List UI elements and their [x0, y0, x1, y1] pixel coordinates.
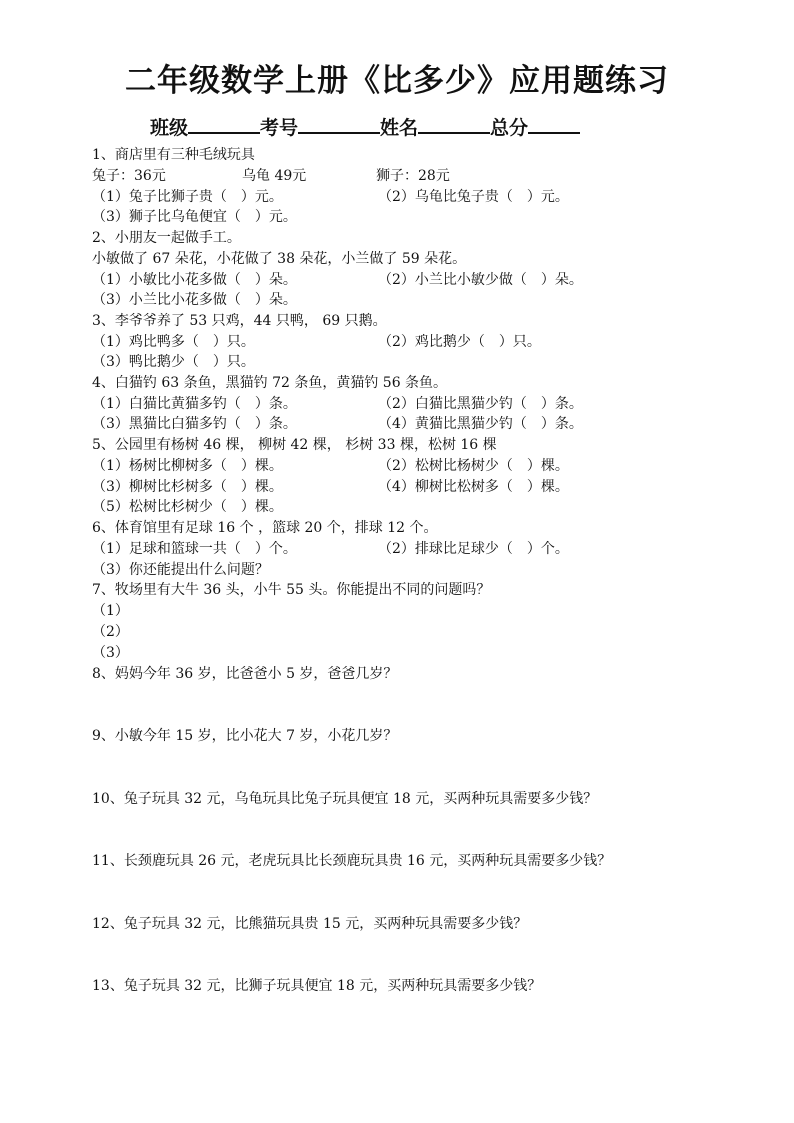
question-6-sub-1: （1）足球和篮球一共（ ）个。	[92, 541, 297, 557]
question-3-stem: 3、李爷爷养了 53 只鸡，44 只鸭， 69 只鹅。	[92, 313, 387, 329]
question-1-sub-2: （2）乌龟比兔子贵（ ）元。	[378, 189, 569, 205]
question-10: 10、兔子玩具 32 元，乌龟玩具比兔子玩具便宜 18 元，买两种玩具需要多少钱？	[92, 791, 598, 807]
question-3-sub-3: （3）鸭比鹅少（ ）只。	[92, 354, 255, 370]
question-3-sub-1: （1）鸡比鸭多（ ）只。	[92, 334, 255, 350]
price-turtle: 乌龟 49元	[242, 168, 307, 184]
question-6-stem: 6、体育馆里有足球 16 个 ，篮球 20 个，排球 12 个。	[92, 520, 438, 536]
price-lion: 狮子：28元	[376, 168, 450, 184]
question-4-sub-3: （3）黑猫比白猫多钓（ ）条。	[92, 416, 297, 432]
question-13: 13、兔子玩具 32 元，比狮子玩具便宜 18 元，买两种玩具需要多少钱？	[92, 978, 542, 994]
question-2-sub-2: （2）小兰比小敏少做（ ）朵。	[378, 272, 583, 288]
question-5-stem: 5、公园里有杨树 46 棵， 柳树 42 棵， 杉树 33 棵，松树 16 棵	[92, 437, 497, 453]
score-blank[interactable]	[528, 112, 580, 134]
question-5-sub-3: （3）柳树比杉树多（ ）棵。	[92, 479, 283, 495]
page-title: 二年级数学上册《比多少》应用题练习	[125, 63, 669, 99]
question-9: 9、小敏今年 15 岁，比小花大 7 岁，小花几岁？	[92, 728, 398, 744]
exam-no-label: 考号	[260, 117, 299, 139]
score-label: 总分	[490, 117, 529, 139]
question-4-sub-1: （1）白猫比黄猫多钓（ ）条。	[92, 396, 297, 412]
question-2-detail: 小敏做了 67 朵花，小花做了 38 朵花，小兰做了 59 朵花。	[92, 251, 467, 267]
name-blank[interactable]	[418, 112, 490, 134]
class-blank[interactable]	[188, 112, 260, 134]
question-7-stem: 7、牧场里有大牛 36 头，小牛 55 头。你能提出不同的问题吗？	[92, 582, 491, 598]
question-1-sub-1: （1）兔子比狮子贵（ ）元。	[92, 189, 283, 205]
question-2-sub-1: （1）小敏比小花多做（ ）朵。	[92, 272, 297, 288]
question-4-stem: 4、白猫钓 63 条鱼，黑猫钓 72 条鱼，黄猫钓 56 条鱼。	[92, 375, 448, 391]
question-5-sub-2: （2）松树比杨树少（ ）棵。	[378, 458, 569, 474]
question-4-sub-2: （2）白猫比黑猫少钓（ ）条。	[378, 396, 583, 412]
question-8: 8、妈妈今年 36 岁，比爸爸小 5 岁，爸爸几岁？	[92, 666, 398, 682]
question-3-sub-2: （2）鸡比鹅少（ ）只。	[378, 334, 541, 350]
question-2-sub-3: （3）小兰比小花多做（ ）朵。	[92, 292, 297, 308]
name-label: 姓名	[380, 117, 419, 139]
question-2-stem: 2、小朋友一起做手工。	[92, 230, 241, 246]
exam-no-blank[interactable]	[298, 112, 380, 134]
question-7-sub-2: （2）	[92, 624, 129, 640]
question-5-sub-4: （4）柳树比松树多（ ）棵。	[378, 479, 569, 495]
question-7-sub-3: （3）	[92, 645, 129, 661]
class-label: 班级	[150, 117, 189, 139]
question-4-sub-4: （4）黄猫比黑猫少钓（ ）条。	[378, 416, 583, 432]
question-11: 11、长颈鹿玩具 26 元，老虎玩具比长颈鹿玩具贵 16 元，买两种玩具需要多少钱？	[92, 853, 612, 869]
question-6-sub-3: （3）你还能提出什么问题？	[92, 562, 269, 578]
price-rabbit: 兔子：36元	[92, 168, 166, 184]
question-1-stem: 1、商店里有三种毛绒玩具	[92, 147, 255, 163]
student-info-line	[150, 112, 670, 142]
question-12: 12、兔子玩具 32 元，比熊猫玩具贵 15 元，买两种玩具需要多少钱？	[92, 916, 528, 932]
question-7-sub-1: （1）	[92, 603, 129, 619]
question-6-sub-2: （2）排球比足球少（ ）个。	[378, 541, 569, 557]
question-5-sub-1: （1）杨树比柳树多（ ）棵。	[92, 458, 283, 474]
question-5-sub-5: （5）松树比杉树少（ ）棵。	[92, 499, 283, 515]
question-1-sub-3: （3）狮子比乌龟便宜（ ）元。	[92, 209, 297, 225]
